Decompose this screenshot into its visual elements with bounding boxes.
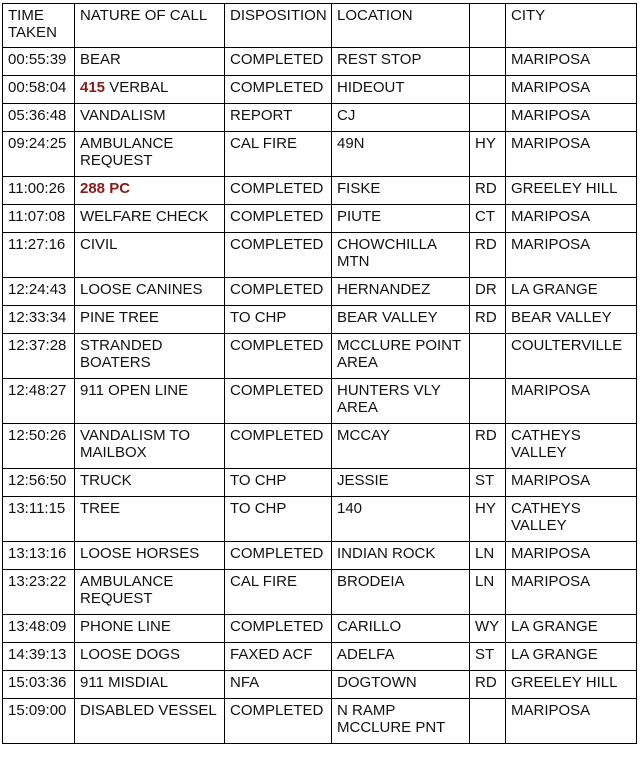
time-cell: 13:11:15 [3, 497, 75, 542]
suffix-cell: HY [470, 497, 506, 542]
nature-text: VERBAL [109, 79, 169, 96]
location-cell: BRODEIA [332, 570, 470, 615]
table-row [3, 615, 637, 643]
suffix-cell [470, 76, 506, 104]
nature-cell [75, 177, 225, 205]
time-cell: 05:36:48 [3, 104, 75, 132]
table-row [3, 424, 637, 469]
location-cell: FISKE [332, 177, 470, 205]
nature-text: PINE TREE [80, 309, 159, 326]
location-cell: CJ [332, 104, 470, 132]
table-row [3, 104, 637, 132]
time-cell: 11:27:16 [3, 233, 75, 278]
city-cell: MARIPOSA [506, 542, 637, 570]
time-cell: 12:48:27 [3, 379, 75, 424]
header-row [3, 4, 637, 48]
nature-cell [75, 233, 225, 278]
location-cell: 49N [332, 132, 470, 177]
table-row [3, 671, 637, 699]
nature-cell [75, 570, 225, 615]
time-cell: 09:24:25 [3, 132, 75, 177]
city-cell: LA GRANGE [506, 643, 637, 671]
city-cell: MARIPOSA [506, 699, 637, 744]
location-cell: ADELFA [332, 643, 470, 671]
suffix-cell: RD [470, 671, 506, 699]
table-row [3, 76, 637, 104]
time-cell: 12:24:43 [3, 278, 75, 306]
header-nature-of-call: NATURE OF CALL [75, 4, 225, 48]
city-cell: LA GRANGE [506, 615, 637, 643]
disposition-cell: COMPLETED [225, 334, 332, 379]
city-cell: CATHEYS VALLEY [506, 497, 637, 542]
time-cell: 00:55:39 [3, 48, 75, 76]
disposition-cell: FAXED ACF [225, 643, 332, 671]
disposition-cell: COMPLETED [225, 76, 332, 104]
nature-text: LOOSE HORSES [80, 545, 200, 562]
time-cell: 13:48:09 [3, 615, 75, 643]
disposition-cell: TO CHP [225, 497, 332, 542]
city-cell: MARIPOSA [506, 469, 637, 497]
disposition-cell: COMPLETED [225, 424, 332, 469]
nature-text: DISABLED VESSEL [80, 702, 217, 719]
suffix-cell [470, 334, 506, 379]
location-cell: HUNTERS VLY AREA [332, 379, 470, 424]
suffix-cell: HY [470, 132, 506, 177]
table-row [3, 469, 637, 497]
location-cell: N RAMP MCCLURE PNT [332, 699, 470, 744]
time-cell: 15:09:00 [3, 699, 75, 744]
table-row [3, 132, 637, 177]
nature-text: STRANDED BOATERS [80, 337, 163, 371]
nature-text: AMBULANCE REQUEST [80, 135, 174, 169]
disposition-cell: NFA [225, 671, 332, 699]
suffix-cell: RD [470, 233, 506, 278]
disposition-cell: REPORT [225, 104, 332, 132]
nature-cell [75, 469, 225, 497]
city-cell: MARIPOSA [506, 76, 637, 104]
table-row [3, 233, 637, 278]
location-cell: 140 [332, 497, 470, 542]
disposition-cell: COMPLETED [225, 615, 332, 643]
nature-cell [75, 643, 225, 671]
nature-text: TREE [80, 500, 121, 517]
time-cell: 12:56:50 [3, 469, 75, 497]
city-cell: MARIPOSA [506, 379, 637, 424]
nature-cell [75, 699, 225, 744]
location-cell: CARILLO [332, 615, 470, 643]
table-row [3, 643, 637, 671]
suffix-cell [470, 379, 506, 424]
city-cell: MARIPOSA [506, 48, 637, 76]
nature-cell [75, 76, 225, 104]
nature-text: BEAR [80, 51, 121, 68]
city-cell: LA GRANGE [506, 278, 637, 306]
disposition-cell: COMPLETED [225, 177, 332, 205]
time-cell: 00:58:04 [3, 76, 75, 104]
nature-text: VANDALISM [80, 107, 166, 124]
time-cell: 12:37:28 [3, 334, 75, 379]
nature-cell [75, 48, 225, 76]
penal-code: 288 PC [80, 180, 131, 197]
header-location: LOCATION [332, 4, 470, 48]
disposition-cell: TO CHP [225, 469, 332, 497]
nature-cell [75, 615, 225, 643]
header-suffix [470, 4, 506, 48]
suffix-cell: LN [470, 570, 506, 615]
city-cell: GREELEY HILL [506, 177, 637, 205]
table-row [3, 379, 637, 424]
suffix-cell: LN [470, 542, 506, 570]
suffix-cell: ST [470, 469, 506, 497]
city-cell: MARIPOSA [506, 205, 637, 233]
nature-cell [75, 104, 225, 132]
header-city: CITY [506, 4, 637, 48]
table-row [3, 177, 637, 205]
disposition-cell: COMPLETED [225, 278, 332, 306]
time-cell: 15:03:36 [3, 671, 75, 699]
header-time-taken: TIME TAKEN [3, 4, 75, 48]
suffix-cell [470, 104, 506, 132]
disposition-cell: COMPLETED [225, 233, 332, 278]
city-cell: MARIPOSA [506, 570, 637, 615]
nature-cell [75, 497, 225, 542]
location-cell: DOGTOWN [332, 671, 470, 699]
location-cell: HIDEOUT [332, 76, 470, 104]
nature-cell [75, 306, 225, 334]
location-cell: REST STOP [332, 48, 470, 76]
nature-text: 911 MISDIAL [80, 674, 169, 691]
disposition-cell: TO CHP [225, 306, 332, 334]
location-cell: PIUTE [332, 205, 470, 233]
nature-cell [75, 424, 225, 469]
nature-text: CIVIL [80, 236, 118, 253]
suffix-cell: CT [470, 205, 506, 233]
suffix-cell [470, 48, 506, 76]
time-cell: 12:50:26 [3, 424, 75, 469]
location-cell: BEAR VALLEY [332, 306, 470, 334]
nature-text: VANDALISM TO MAILBOX [80, 427, 191, 461]
city-cell: GREELEY HILL [506, 671, 637, 699]
city-cell: MARIPOSA [506, 233, 637, 278]
table-row [3, 48, 637, 76]
table-row [3, 570, 637, 615]
disposition-cell: CAL FIRE [225, 132, 332, 177]
suffix-cell: RD [470, 424, 506, 469]
disposition-cell: COMPLETED [225, 699, 332, 744]
location-cell: MCCLURE POINT AREA [332, 334, 470, 379]
disposition-cell: COMPLETED [225, 205, 332, 233]
suffix-cell: ST [470, 643, 506, 671]
disposition-cell: CAL FIRE [225, 570, 332, 615]
location-cell: HERNANDEZ [332, 278, 470, 306]
nature-text: PHONE LINE [80, 618, 171, 635]
city-cell: COULTERVILLE [506, 334, 637, 379]
nature-cell [75, 334, 225, 379]
location-cell: MCCAY [332, 424, 470, 469]
nature-text: WELFARE CHECK [80, 208, 209, 225]
city-cell: MARIPOSA [506, 104, 637, 132]
nature-cell [75, 542, 225, 570]
table-row [3, 497, 637, 542]
time-cell: 14:39:13 [3, 643, 75, 671]
suffix-cell [470, 699, 506, 744]
time-cell: 11:00:26 [3, 177, 75, 205]
nature-text: LOOSE DOGS [80, 646, 181, 663]
table-row [3, 306, 637, 334]
nature-cell [75, 132, 225, 177]
nature-text: LOOSE CANINES [80, 281, 203, 298]
nature-cell [75, 379, 225, 424]
nature-cell [75, 205, 225, 233]
city-cell: CATHEYS VALLEY [506, 424, 637, 469]
city-cell: BEAR VALLEY [506, 306, 637, 334]
suffix-cell: RD [470, 306, 506, 334]
disposition-cell: COMPLETED [225, 379, 332, 424]
table-row [3, 334, 637, 379]
table-row [3, 278, 637, 306]
time-cell: 13:13:16 [3, 542, 75, 570]
penal-code: 415 [80, 79, 106, 96]
header-disposition: DISPOSITION [225, 4, 332, 48]
suffix-cell: WY [470, 615, 506, 643]
location-cell: JESSIE [332, 469, 470, 497]
nature-cell [75, 278, 225, 306]
location-cell: CHOWCHILLA MTN [332, 233, 470, 278]
call-log-table [2, 3, 637, 744]
suffix-cell: RD [470, 177, 506, 205]
nature-text: AMBULANCE REQUEST [80, 573, 174, 607]
table-row [3, 699, 637, 744]
suffix-cell: DR [470, 278, 506, 306]
city-cell: MARIPOSA [506, 132, 637, 177]
time-cell: 11:07:08 [3, 205, 75, 233]
nature-text: 911 OPEN LINE [80, 382, 189, 399]
table-row [3, 542, 637, 570]
time-cell: 12:33:34 [3, 306, 75, 334]
disposition-cell: COMPLETED [225, 542, 332, 570]
nature-text: TRUCK [80, 472, 132, 489]
nature-cell [75, 671, 225, 699]
disposition-cell: COMPLETED [225, 48, 332, 76]
table-row [3, 205, 637, 233]
location-cell: INDIAN ROCK [332, 542, 470, 570]
time-cell: 13:23:22 [3, 570, 75, 615]
